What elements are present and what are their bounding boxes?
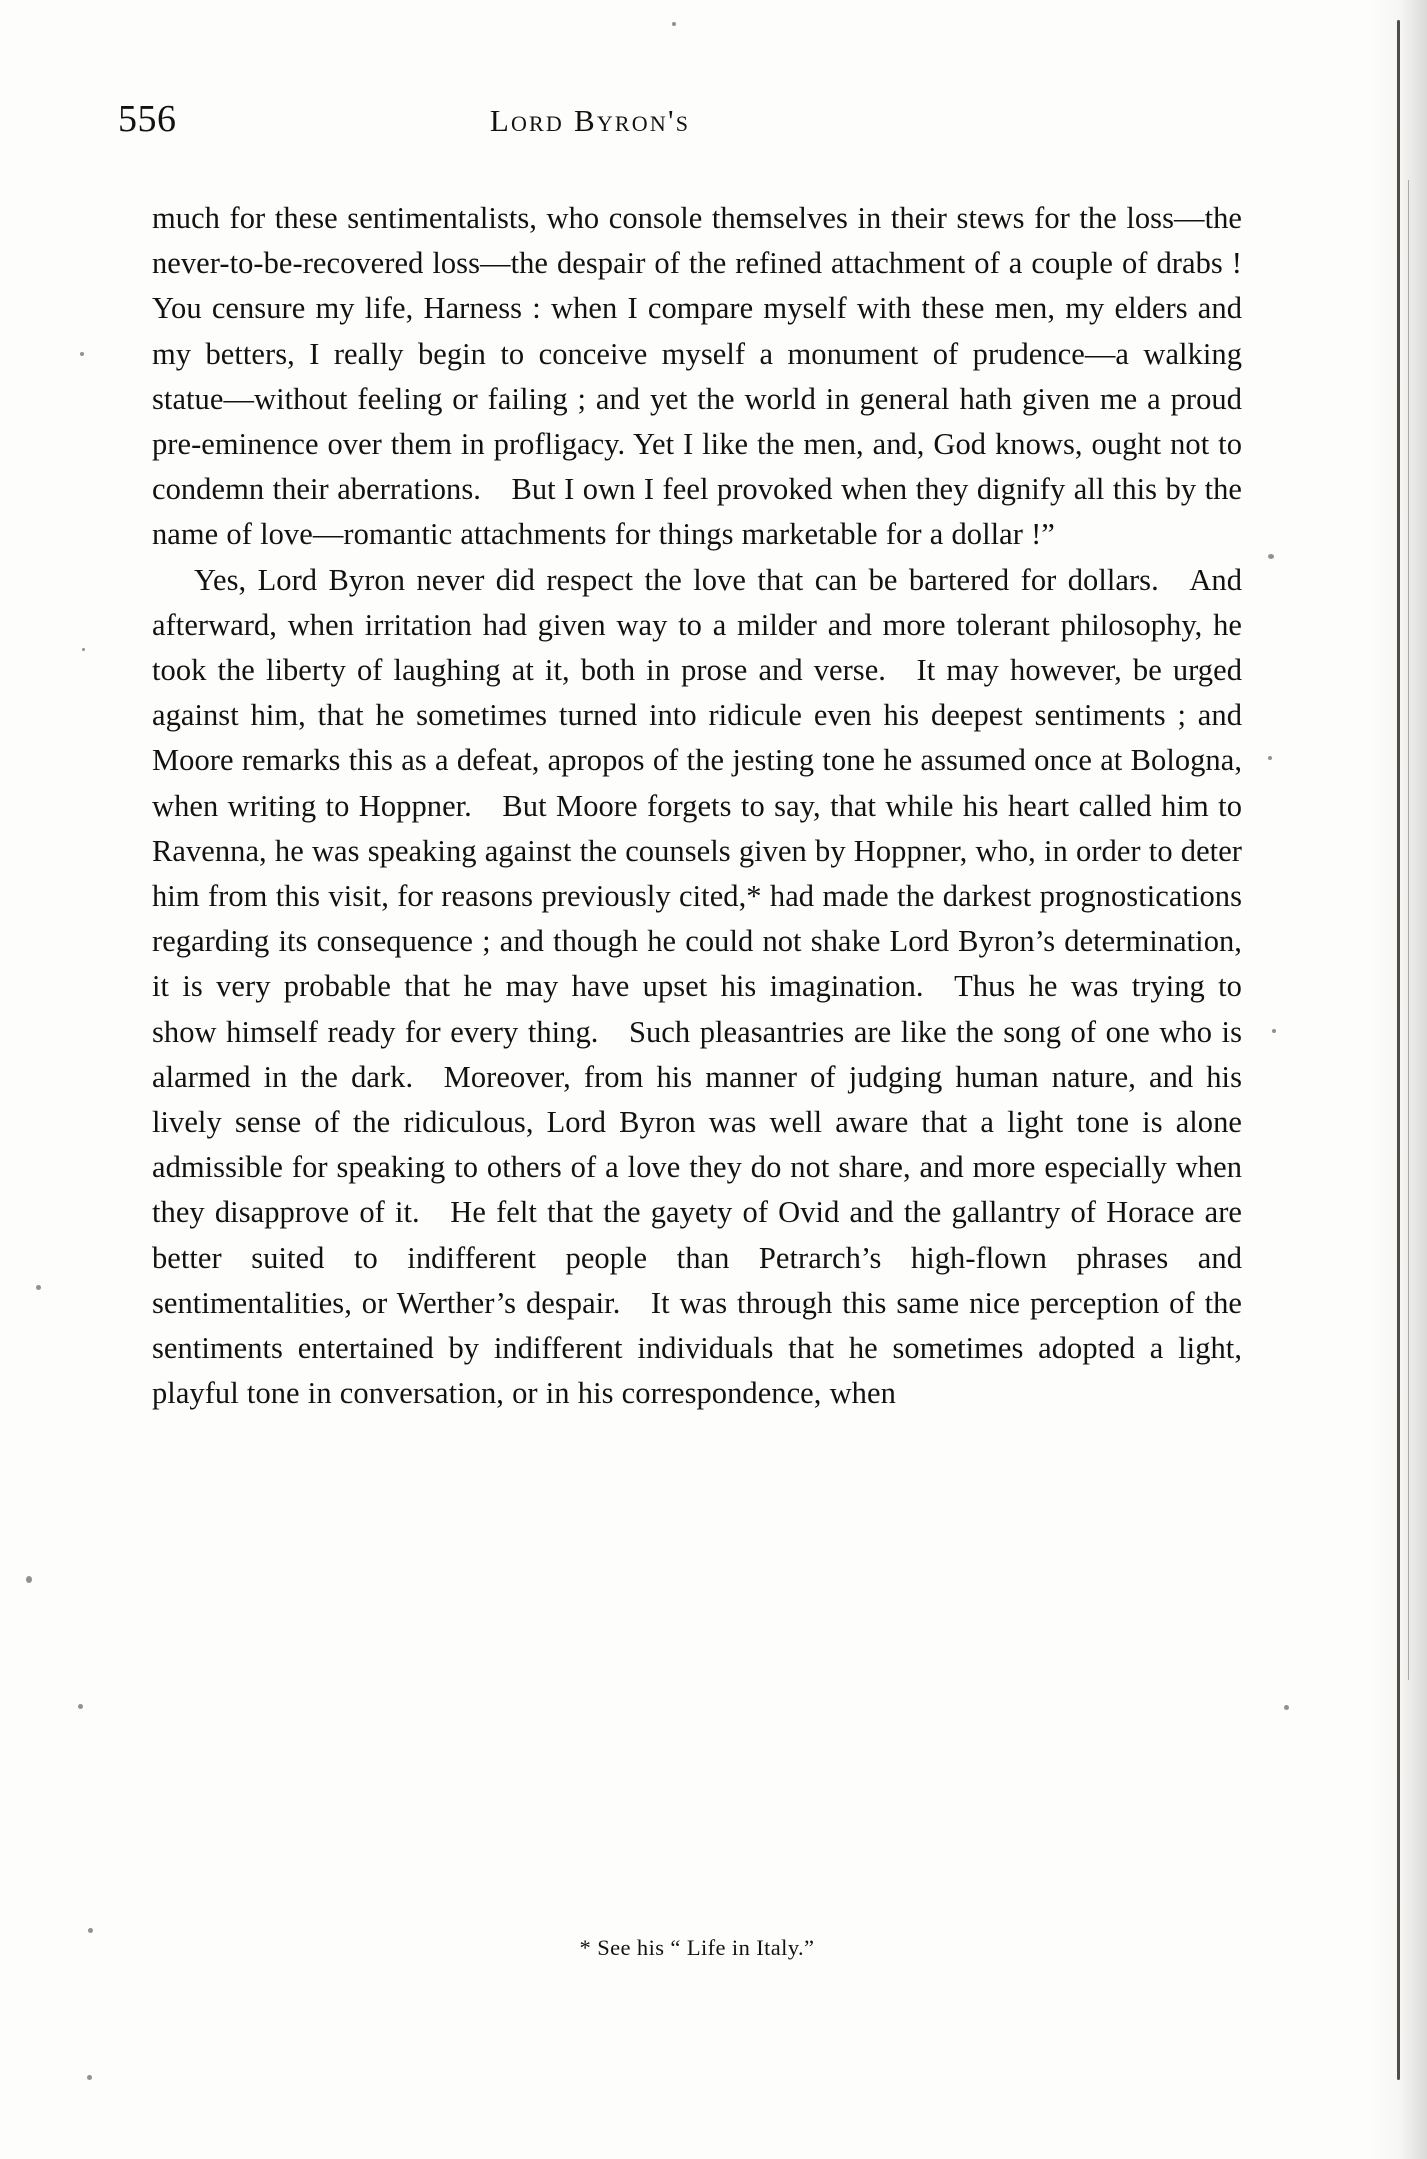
scan-speck bbox=[1268, 554, 1274, 559]
scan-speck bbox=[672, 22, 676, 26]
body-text bbox=[152, 196, 1242, 1416]
scan-speck bbox=[1272, 1029, 1276, 1033]
scan-speck bbox=[80, 352, 84, 356]
paragraph: much for these sentimentalists, who console themselves in their stews for the loss—the never-to-be-recovered loss—the despair of the refined attachment of a couple of drabs ! You censure my life, Harness : when I compare myself with these men, my elders and my betters, I really begin to conceive myself a monument of prudence—a walking statue—without feeling or failing ; and yet the world in general hath given me a proud pre-eminence over them in profligacy. Yet I like the men, and, God knows, ought not to condemn their aberrations. But I own I feel provoked when they dignify all this by the name of love—romantic attachments for things marketable for a dollar !” bbox=[152, 201, 1242, 552]
footnote: * See his “ Life in Italy.” bbox=[579, 1935, 815, 1960]
scan-speck bbox=[78, 1704, 83, 1709]
scan-speck bbox=[1268, 756, 1272, 760]
scan-speck bbox=[26, 1576, 32, 1583]
scan-speck bbox=[88, 1928, 93, 1933]
scan-speck bbox=[82, 648, 85, 651]
page-header bbox=[0, 96, 1427, 142]
scan-speck bbox=[1284, 1705, 1289, 1710]
page-edge-line-secondary bbox=[1408, 180, 1409, 1680]
page-number: 556 bbox=[118, 98, 177, 140]
page-edge-line bbox=[1397, 20, 1400, 2080]
scan-speck bbox=[36, 1285, 41, 1290]
running-head: Lord Byron's bbox=[489, 103, 691, 138]
paragraph: Yes, Lord Byron never did respect the love that can be bartered for dollars. And afterward, when irritation had given way to a milder and more tolerant philosophy, he took the liberty of laughing at it, both in prose and verse. It may however, be urged against him, that he sometimes turned into ridicule even his deepest sentiments ; and Moore remarks this as a defeat, apropos of the jesting tone he assumed once at Bologna, when writing to Hoppner. But Moore forgets to say, that while his heart called him to Ravenna, he was speaking against the counsels given by Hoppner, who, in order to deter him from this visit, for reasons previously cited,* had made the darkest prognostications regarding its consequence ; and though he could not shake Lord Byron’s determination, it is very probable that he may have upset his imagination. Thus he was trying to show himself ready for every thing. Such pleasantries are like the song of one who is alarmed in the dark. Moreover, from his manner of judging human nature, and his lively sense of the ridiculous, Lord Byron was well aware that a light tone is alone admissible for speaking to others of a love they do not share, and more especially when they disapprove of it. He felt that the gayety of Ovid and the gallantry of Horace are better suited to indifferent people than Petrarch’s high-flown phrases and sentimentalities, or Werther’s despair. It was through this same nice perception of the sentiments entertained by indifferent individuals that he sometimes adopted a light, playful tone in conversation, or in his correspondence, when bbox=[152, 562, 1242, 1411]
scan-speck bbox=[87, 2075, 92, 2080]
